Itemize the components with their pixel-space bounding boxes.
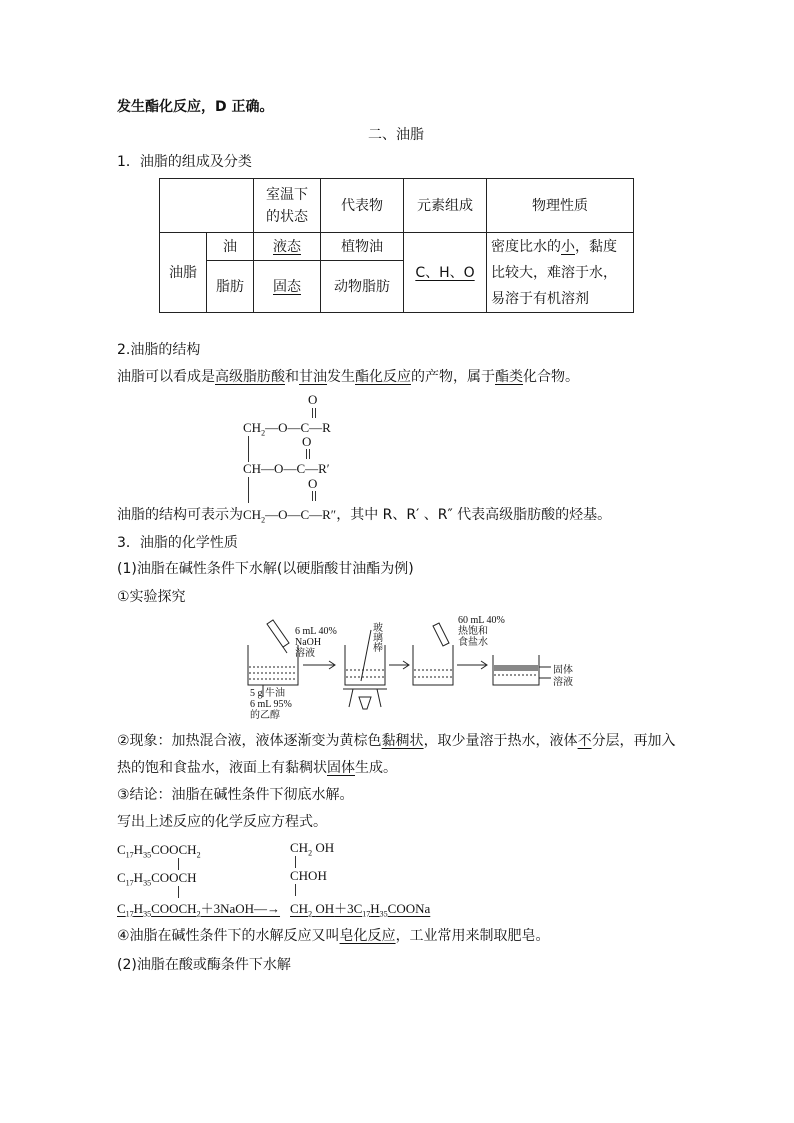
phys-line2: 比较大，难溶于水， <box>491 264 617 281</box>
row1-rest: —O—C—R <box>265 420 331 435</box>
phen-f-b: 固体 <box>327 760 355 776</box>
double-bond-3 <box>312 491 314 501</box>
label-experiment: ①实验探究 <box>117 589 186 605</box>
reactant-bond-1 <box>178 858 180 870</box>
carbonyl-o-3: O <box>308 476 318 491</box>
label-tallow-2: 6 mL 95% <box>250 699 292 710</box>
label-rod-1: 玻 <box>373 623 383 634</box>
phen-b: 黏稠状 <box>381 733 424 749</box>
phen-f-a: 热的饱和食盐水，液面上有黏稠状 <box>117 760 327 776</box>
row-group-label: 油脂 <box>160 233 207 313</box>
reactant-line2: $C_{17}H_{35}COOCH$ <box>117 870 197 888</box>
fat-state <box>254 261 321 313</box>
oil-representative: 植物油 <box>321 233 404 261</box>
header-representative: 代表物 <box>321 179 404 233</box>
glycerol-r1: CH <box>290 840 309 855</box>
row3-rest: —O—C—R″ <box>265 507 337 522</box>
label-salt-water <box>458 615 505 648</box>
glycerol-bond-2 <box>295 884 297 896</box>
sapon-a: ④油脂在碱性条件下的水解反应又叫 <box>117 928 340 944</box>
fat-state-text: 固态 <box>273 278 301 295</box>
phys-line1a: 密度比水的 <box>491 238 561 255</box>
paragraph-structure <box>117 367 579 387</box>
label-naoh-1: 6 mL 40% <box>295 626 337 637</box>
header-elements: 元素组成 <box>404 179 487 233</box>
paragraph-representation <box>117 505 611 531</box>
struct-text-g: 的产物，属于 <box>411 369 495 385</box>
double-bond-3b <box>315 491 317 501</box>
glycerol-r1b: OH <box>315 840 335 855</box>
reactant-l2: COOCH <box>151 870 197 885</box>
double-bond-1b <box>315 408 317 418</box>
physical-cell <box>487 233 634 313</box>
double-bond-2b <box>309 449 311 459</box>
phen-f-c: 生成。 <box>355 760 397 776</box>
label-tallow-1: 5 g 牛油 <box>250 688 285 699</box>
paragraph-phenomenon-1 <box>117 731 676 751</box>
structure-row3: $CH_2—O—C—R''$ <box>243 507 337 525</box>
glycerol-bond-1 <box>295 856 297 868</box>
label-salt-3: 食盐水 <box>458 637 488 648</box>
reactant-line3: $C_{17}H_{35}COOCH_2+3NaOH—\to$ <box>117 901 281 919</box>
phen-d: 不 <box>577 733 592 749</box>
reactant-l1: COOCH <box>151 842 197 857</box>
repr-text-b: ，其中 R、R′ 、R″ 代表高级脂肪酸的烃基。 <box>336 507 612 523</box>
phen-c: ，取少量溶于热水，液体 <box>423 733 578 749</box>
double-bond-2 <box>306 449 308 459</box>
glycerol-line1: $CH_2$ OH <box>290 840 335 858</box>
paragraph-saponification <box>117 926 550 946</box>
product-prefix: ＋3C <box>334 901 363 916</box>
section-title: 二、油脂 <box>368 127 424 143</box>
row-oil-label: 油 <box>207 233 254 261</box>
label-rod-2: 璃 <box>373 633 383 644</box>
phys-line1c: ，黏度 <box>575 238 617 255</box>
heading-composition: 1．油脂的组成及分类 <box>117 154 252 170</box>
label-solid: 固体 <box>553 665 573 676</box>
paragraph-conclusion: ③结论：油脂在碱性条件下彻底水解。 <box>117 787 354 803</box>
glycerol-r3: CH <box>290 901 309 916</box>
label-tallow <box>250 688 292 721</box>
struct-text-c: 和 <box>285 369 299 385</box>
structure-row2: CH—O—C—R′ <box>243 461 330 476</box>
struct-text-d: 甘油 <box>299 369 327 385</box>
heading-chemical: 3．油脂的化学性质 <box>117 535 238 551</box>
subheading-alkaline: (1)油脂在碱性条件下水解(以硬脂酸甘油酯为例) <box>117 561 414 577</box>
table-corner <box>160 179 254 233</box>
carbonyl-o-1: O <box>308 392 318 407</box>
paragraph-phenomenon-2 <box>117 758 397 778</box>
header-state-line1: 室温下 <box>266 186 308 203</box>
header-state <box>254 179 321 233</box>
oil-state <box>254 233 321 261</box>
elements-text: C、H、O <box>415 264 475 281</box>
sapon-b: 皂化反应 <box>339 928 396 944</box>
backbone-bond-2 <box>248 477 250 503</box>
reactant-l3: COOCH <box>151 901 197 916</box>
heading-structure: 2.油脂的结构 <box>117 342 201 358</box>
double-bond-1 <box>312 408 314 418</box>
structure-row1: $CH_2—O—C—R$ <box>243 420 331 438</box>
label-naoh-2: NaOH <box>295 637 322 648</box>
oil-state-text: 液态 <box>273 238 301 255</box>
label-liquid: 溶液 <box>553 677 573 688</box>
label-salt-1: 60 mL 40% <box>458 615 505 626</box>
glycerol-r3b: OH <box>315 901 335 916</box>
header-state-line2: 的状态 <box>266 208 308 225</box>
backbone-bond-1 <box>248 436 250 462</box>
plus-naoh: ＋3NaOH—→ <box>200 901 281 916</box>
carbonyl-o-2: O <box>302 434 312 449</box>
struct-text-b: 高级脂肪酸 <box>215 369 285 385</box>
struct-text-e: 发生 <box>327 369 355 385</box>
struct-text-f: 酯化反应 <box>355 369 411 385</box>
label-rod-3: 棒 <box>373 643 383 654</box>
header-physical: 物理性质 <box>487 179 634 233</box>
row-fat-label: 脂肪 <box>207 261 254 313</box>
row1-ch: CH <box>243 420 262 435</box>
struct-text-i: 化合物。 <box>523 369 579 385</box>
phys-line3: 易溶于有机溶剂 <box>491 290 589 307</box>
phen-e: 分层，再加入 <box>591 733 676 749</box>
apparatus-drawing <box>243 615 573 725</box>
label-naoh-3: 溶液 <box>295 648 315 659</box>
phen-a: ②现象：加热混合液，液体逐渐变为黄棕色 <box>117 733 382 749</box>
repr-text-a: 油脂的结构可表示为 <box>117 507 243 523</box>
elements-cell <box>404 233 487 313</box>
glycerol-line3: $CH_2$ $OH+3C_{17}H_{35}COONa$ <box>290 901 431 919</box>
label-glass-rod <box>373 624 383 654</box>
product-suffix: COONa <box>387 901 431 916</box>
struct-text-a: 油脂可以看成是 <box>117 369 215 385</box>
struct-text-h: 酯类 <box>495 369 523 385</box>
fat-representative: 动物脂肪 <box>321 261 404 313</box>
sapon-c: ，工业常用来制取肥皂。 <box>395 928 550 944</box>
fat-properties-table <box>159 178 634 313</box>
paragraph-top: 发生酯化反应，D 正确。 <box>117 99 274 115</box>
row3-ch: CH <box>243 507 262 522</box>
label-naoh <box>295 626 337 659</box>
glycerol-line2: CHOH <box>290 868 327 883</box>
label-salt-2: 热饱和 <box>458 626 488 637</box>
reactant-bond-2 <box>178 886 180 898</box>
reactant-line1: $C_{17}H_{35}COOCH_2$ <box>117 842 201 860</box>
subheading-acid: (2)油脂在酸或酶条件下水解 <box>117 957 291 973</box>
phys-line1b: 小 <box>561 238 575 255</box>
paragraph-write-equation: 写出上述反应的化学反应方程式。 <box>117 814 327 830</box>
label-tallow-3: 的乙醇 <box>250 710 280 721</box>
